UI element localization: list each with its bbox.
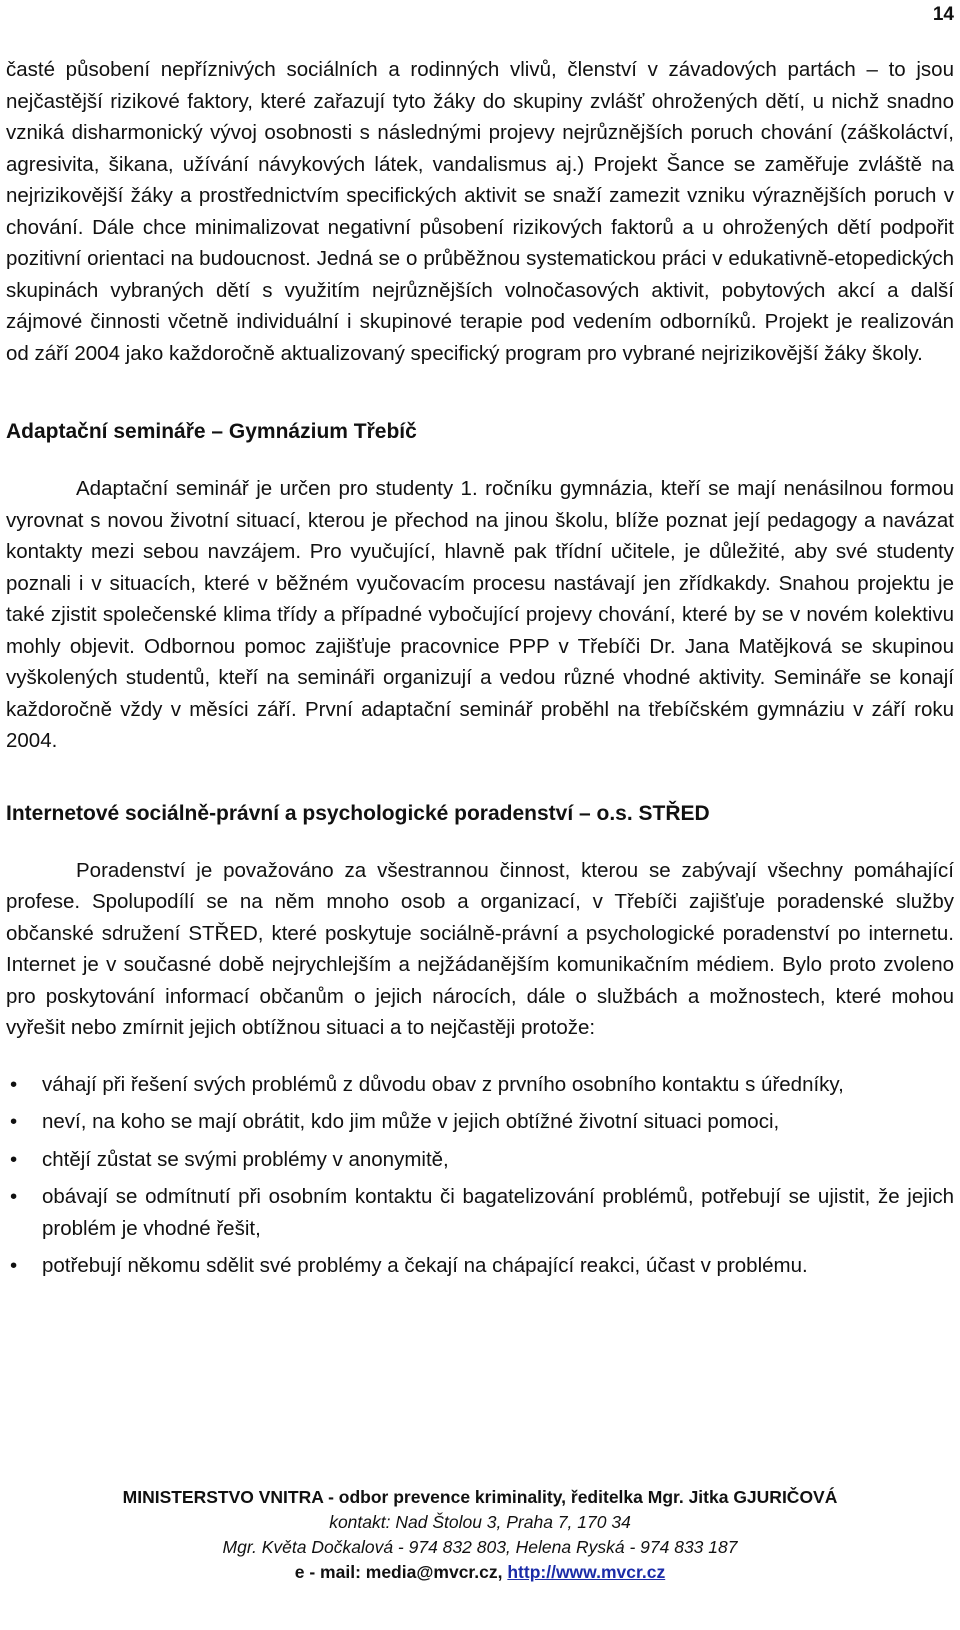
intro-paragraph: časté působení nepříznivých sociálních a rodinných vlivů, členství v závadových partách – to jsou nejčastější rizikové faktory, které zařazují tyto žáky do skupiny zvlášť ohrožených dětí, u nichž snadno vzniká disharmonický vývoj osobnosti s následnými projevy nejrůznějších poruch chování (záškoláctví, agresivita, šikana, užívání návykových látek, vandalismus aj.) Projekt Šance se zaměřuje zvláště na nejrizikovější žáky a prostřednictvím specifických aktivit se snaží zamezit vzniku výraznějších poruch v chování. Dále chce minimalizovat negativní působení rizikových faktorů a u ohrožených dětí podpořit pozitivní orientaci na budoucnost. Jedná se o průběžnou systematickou práci v edukativně-etopedických skupinách vybraných dětí s využitím nejrůznějších volnočasových aktivit, pobytových akcí a další zájmové činnosti včetně individuální i skupinové terapie pod vedením odborníků. Projekt je realizován od září 2004 jako každoročně aktualizovaný specifický program pro vybrané nejrizikovější žáky školy. [6, 58, 954, 365]
document-body [6, 54, 954, 1288]
section-heading-counseling: Internetové sociálně-právní a psychologické poradenství – o.s. STŘED [6, 801, 710, 825]
list-item: • neví, na koho se mají obrátit, kdo jim může v jejich obtížné životní situaci pomoci, [6, 1106, 954, 1138]
list-item: • potřebují někomu sdělit své problémy a čekají na chápající reakci, účast v problému. [6, 1250, 954, 1282]
footer-phones-line: Mgr. Květa Dočkalová - 974 832 803, Helena Ryská - 974 833 187 [222, 1537, 738, 1557]
section-adaptation-paragraph: Adaptační seminář je určen pro studenty 1. ročníku gymnázia, kteří se mají nenásilnou formou vyrovnat s novou životní situací, kterou je přechod na jinou školu, blíže poznat její pedagogy a navázat kontakty mezi sebou navzájem. Pro vyučující, hlavně pak třídní učitele, je důležité, aby své studenty poznali i v situacích, které v běžném vyučovacím procesu nastávají jen zřídkakdy. Snahou projektu je také zjistit společenské klima třídy a případné vybočující projevy chování, které by se v novém kolektivu mohly objevit. Odbornou pomoc zajišťuje pracovnice PPP v Třebíči Dr. Jana Matějková se skupinou vyškolených studentů, kteří na semináři organizují a vedou různé vhodné aktivity. Semináře se konají každoročně vždy v měsíci září. První adaptační seminář proběhl na třebíčském gymnáziu v září roku 2004. [6, 477, 954, 752]
list-item: • váhají při řešení svých problémů z důvodu obav z prvního osobního kontaktu s úředníky, [6, 1069, 954, 1101]
footer-email: e - mail: media@mvcr.cz, [294, 1562, 503, 1582]
page-number: 14 [932, 4, 954, 25]
footer-ministry-line: MINISTERSTVO VNITRA - odbor prevence kriminality, ředitelka Mgr. Jitka GJURIČOVÁ [122, 1487, 838, 1507]
section-adaptation-heading-wrap [6, 417, 954, 447]
footer-website-link[interactable]: http://www.mvcr.cz [507, 1562, 666, 1582]
reasons-list [6, 1069, 954, 1282]
footer-contact-line: kontakt: Nad Štolou 3, Praha 7, 170 34 [329, 1512, 631, 1532]
list-item: • chtějí zůstat se svými problémy v anonymitě, [6, 1144, 954, 1176]
section-counseling-heading-wrap [6, 799, 954, 829]
list-item: • obávají se odmítnutí při osobním kontaktu či bagatelizování problémů, potřebují se ujistit, že jejich problém je vhodné řešit, [6, 1181, 954, 1244]
footer-email-line [0, 1560, 960, 1585]
page-footer [0, 1485, 960, 1585]
section-heading-adaptation: Adaptační semináře – Gymnázium Třebíč [6, 420, 417, 443]
section-counseling-paragraph: Poradenství je považováno za všestrannou činnost, kterou se zabývají všechny pomáhající profese. Spolupodílí se na něm mnoho osob a organizací, v Třebíči zajišťuje poradenské služby občanské sdružení STŘED, které poskytuje sociálně-právní a psychologické poradenství po internetu. Internet je v současné době nejrychlejším a nejžádanějším komunikačním médiem. Bylo proto zvoleno pro poskytování informací občanům o jejich nárocích, dále o službách a možnostech, které mohou vyřešit nebo zmírnit jejich obtížnou situaci a to nejčastěji protože: [6, 858, 954, 1039]
